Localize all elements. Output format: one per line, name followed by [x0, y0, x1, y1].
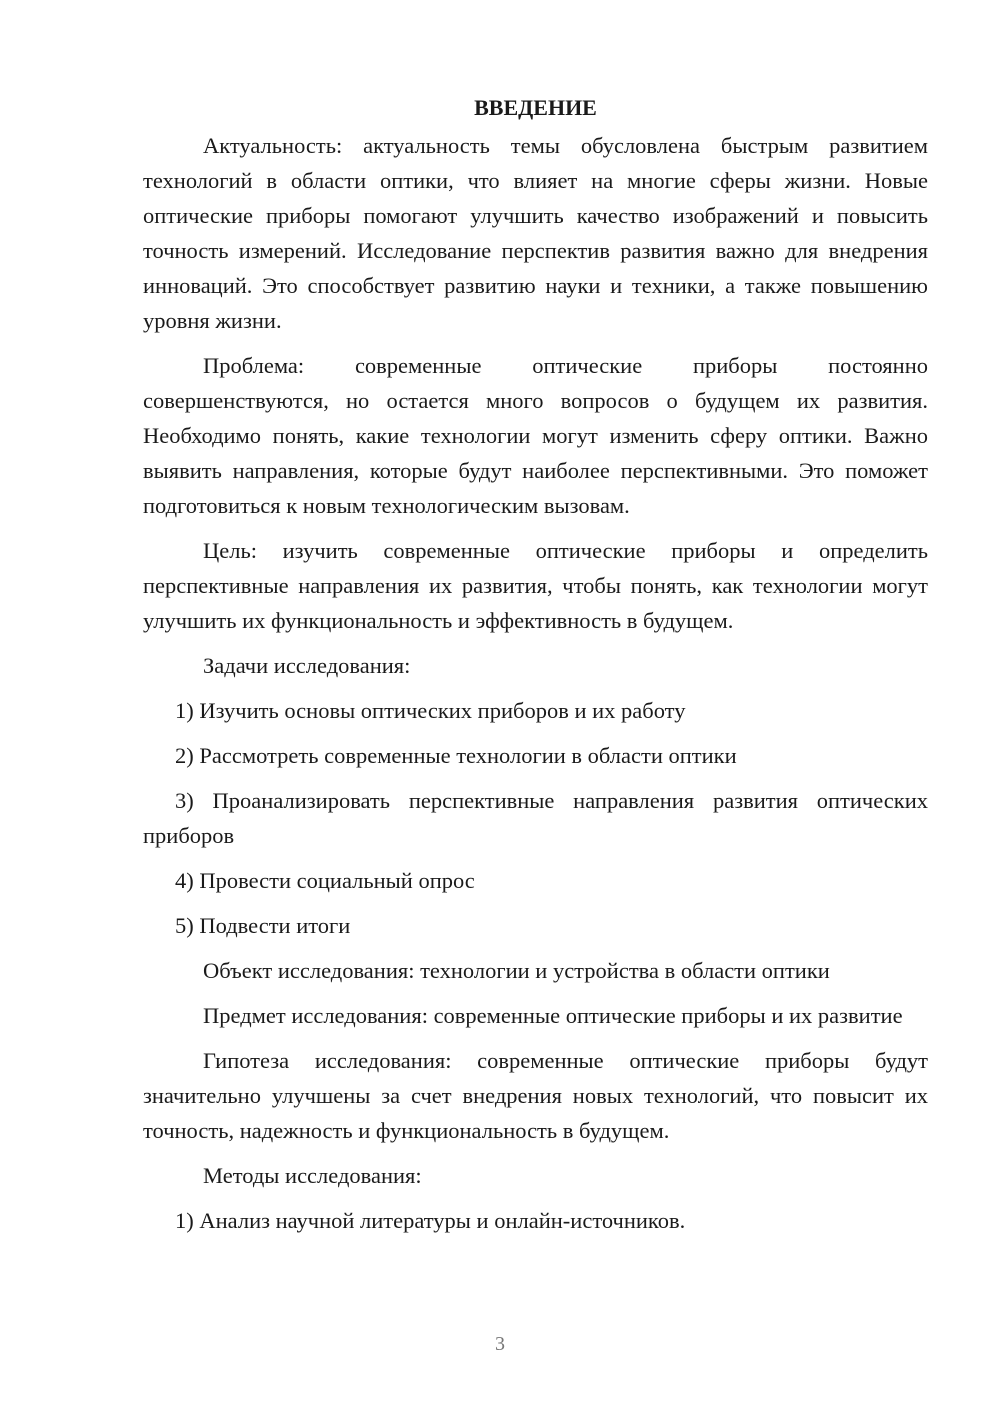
object-paragraph: Объект исследования: технологии и устройства в области оптики — [203, 958, 830, 983]
methods-label: Методы исследования: — [203, 1163, 422, 1188]
method-item-1: 1) Анализ научной литературы и онлайн-источников. — [175, 1208, 686, 1233]
tasks-label: Задачи исследования: — [203, 653, 411, 678]
document-body — [143, 93, 928, 1248]
task-item-5: 5) Подвести итоги — [175, 913, 351, 938]
task-item-1: 1) Изучить основы оптических приборов и их работу — [175, 698, 686, 723]
hypothesis-paragraph: Гипотеза исследования: современные оптические приборы будут значительно улучшены за счет внедрения новых технологий, что повысит их точность, надежность и функциональность в будущем. — [143, 1048, 928, 1143]
goal-paragraph: Цель: изучить современные оптические приборы и определить перспективные направления их развития, чтобы понять, как технологии могут улучшить их функциональность и эффективность в будущем. — [143, 538, 928, 633]
relevance-paragraph: Актуальность: актуальность темы обусловлена быстрым развитием технологий в области оптики, что влияет на многие сферы жизни. Новые оптические приборы помогают улучшить качество изображений и повысить точность измерений. Исследование перспектив развития важно для внедрения инноваций. Это способствует развитию науки и техники, а также повышению уровня жизни. — [143, 133, 928, 333]
section-title: ВВЕДЕНИЕ — [474, 95, 597, 120]
task-item-2: 2) Рассмотреть современные технологии в области оптики — [175, 743, 737, 768]
task-item-3: 3) Проанализировать перспективные направления развития оптических приборов — [143, 788, 928, 848]
subject-paragraph: Предмет исследования: современные оптические приборы и их развитие — [203, 1003, 903, 1028]
task-item-4: 4) Провести социальный опрос — [175, 868, 475, 893]
page-number: 3 — [495, 1333, 505, 1355]
problem-paragraph: Проблема: современные оптические приборы постоянно совершенствуются, но остается много вопросов о будущем их развития. Необходимо понять, какие технологии могут изменить сферу оптики. Важно выявить направления, которые будут наиболее перспективными. Это поможет подготовиться к новым технологическим вызовам. — [143, 353, 928, 518]
